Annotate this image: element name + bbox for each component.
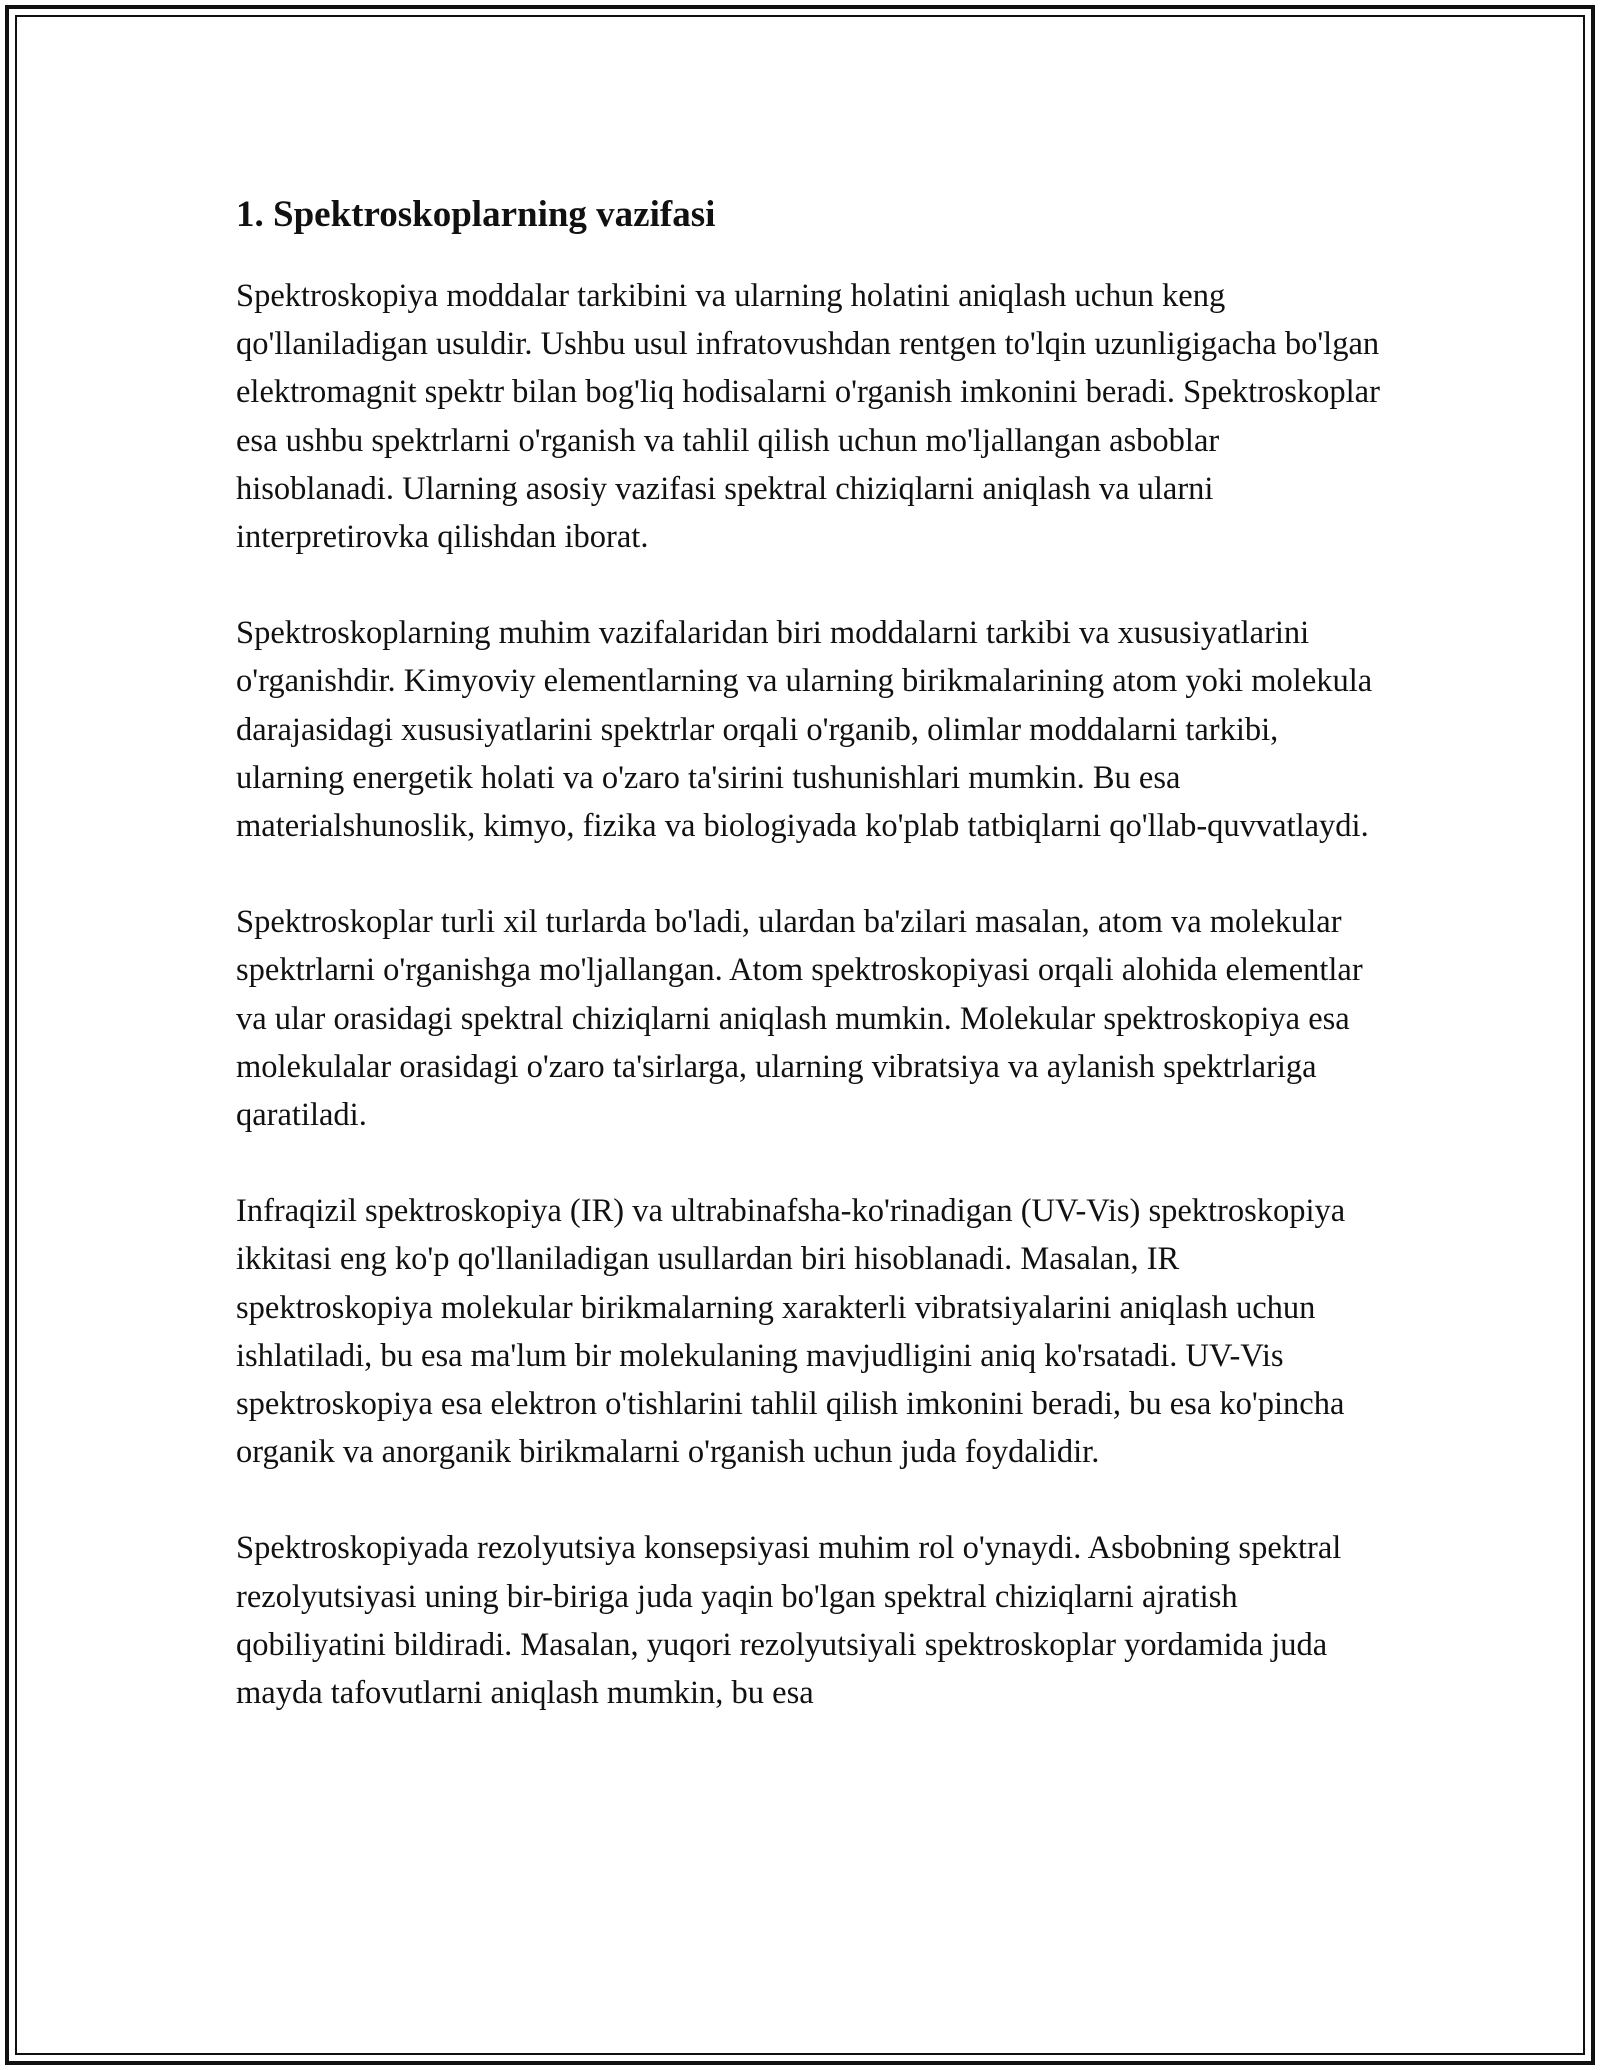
page-content bbox=[236, 186, 1382, 1765]
paragraph-5: Spektroskopiyada rezolyutsiya konsepsiyasi muhim rol o'ynaydi. Asbobning spektral rezolyutsiyasi uning bir-biriga juda yaqin bo'lgan spektral chiziqlarni ajratish qobiliyatini bildiradi. Masalan, yuqori rezolyutsiyali spektroskoplar yordamida juda mayda tafovutlarni aniqlash mumkin, bu esa bbox=[236, 1530, 1342, 1712]
section-title: 1. Spektroskoplarning vazifasi bbox=[236, 194, 716, 235]
paragraph-4: Infraqizil spektroskopiya (IR) va ultrabinafsha-ko'rinadigan (UV-Vis) spektroskopiya ikkitasi eng ko'p qo'llaniladigan usullardan biri hisoblanadi. Masalan, IR spektroskopiya molekular birikmalarning xarakterli vibratsiyalarini aniqlash uchun ishlatiladi, bu esa ma'lum bir molekulaning mavjudligini aniq ko'rsatadi. UV-Vis spektroskopiya esa elektron o'tishlarini tahlil qilish imkonini beradi, bu esa ko'pincha organik va anorganik birikmalarni o'rganish uchun juda foydalidir. bbox=[236, 1193, 1346, 1471]
paragraph-1: Spektroskopiya moddalar tarkibini va ularning holatini aniqlash uchun keng qo'llaniladigan usuldir. Ushbu usul infratovushdan rentgen to'lqin uzunligigacha bo'lgan elektromagnit spektr bilan bog'liq hodisalarni o'rganish imkonini beradi. Spektroskoplar esa ushbu spektrlarni o'rganish va tahlil qilish uchun mo'ljallangan asboblar hisoblanadi. Ularning asosiy vazifasi spektral chiziqlarni aniqlash va ularni interpretirovka qilishdan iborat. bbox=[236, 278, 1380, 556]
paragraph-2: Spektroskoplarning muhim vazifalaridan biri moddalarni tarkibi va xususiyatlarini o'rganishdir. Kimyoviy elementlarning va ularning birikmalarining atom yoki molekula darajasidagi xususiyatlarini spektrlar orqali o'rganib, olimlar moddalarni tarkibi, ularning energetik holati va o'zaro ta'sirini tushunishlari mumkin. Bu esa materialshunoslik, kimyo, fizika va biologiyada ko'plab tatbiqlarni qo'llab-quvvatlaydi. bbox=[236, 615, 1373, 845]
paragraph-3: Spektroskoplar turli xil turlarda bo'ladi, ulardan ba'zilari masalan, atom va molekular spektrlarni o'rganishga mo'ljallangan. Atom spektroskopiyasi orqali alohida elementlar va ular orasidagi spektral chiziqlarni aniqlash mumkin. Molekular spektroskopiya esa molekulalar orasidagi o'zaro ta'sirlarga, ularning vibratsiya va aylanish spektrlariga qaratiladi. bbox=[236, 904, 1363, 1134]
